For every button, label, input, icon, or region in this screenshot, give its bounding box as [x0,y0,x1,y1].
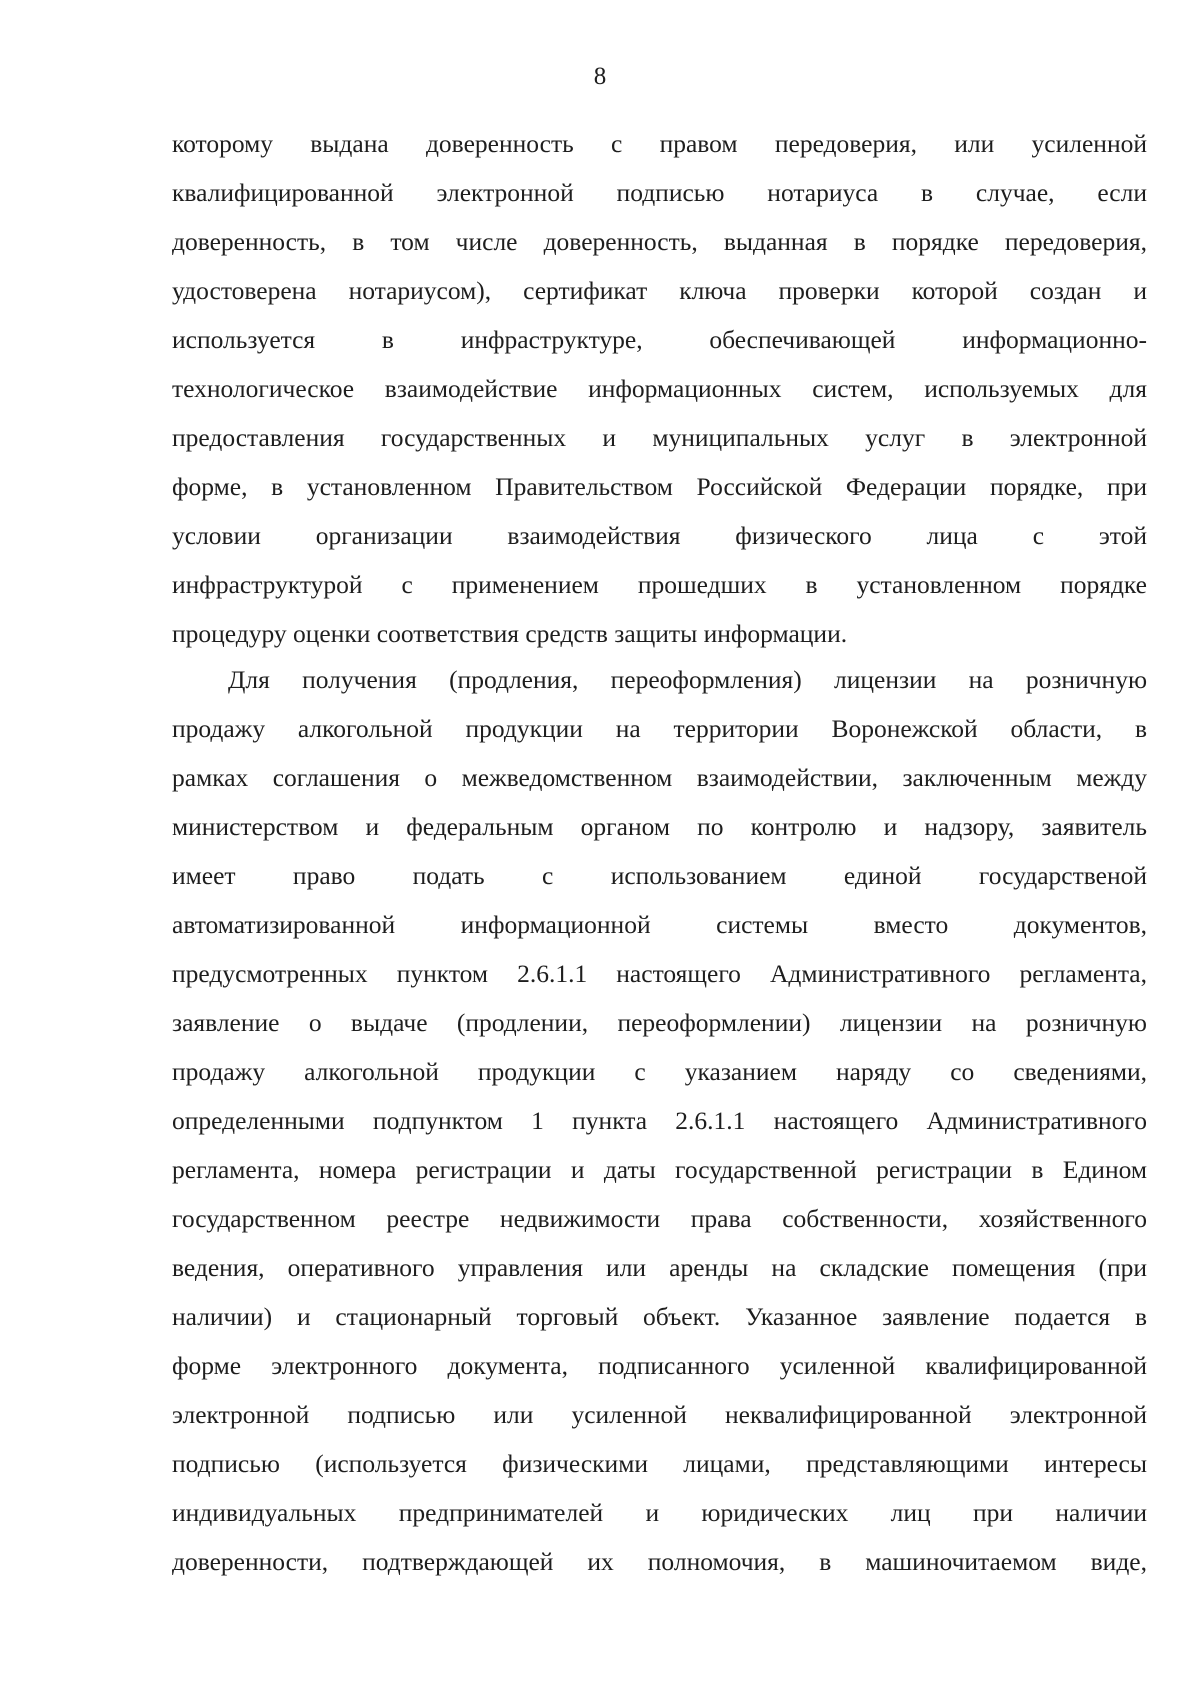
text-line: регламента, номера регистрации и даты государственной регистрации в Едином [172,1155,1147,1184]
text-line: министерством и федеральным органом по контролю и надзору, заявитель [172,812,1147,841]
paragraph-continuation [172,119,1147,658]
text-line: государственном реестре недвижимости права собственности, хозяйственного [172,1204,1147,1233]
text-line: предоставления государственных и муниципальных услуг в электронной [172,423,1147,452]
text-line: подписью (используется физическими лицами, представляющими интересы [172,1449,1147,1478]
text-line: форме, в установленном Правительством Российской Федерации порядке, при [172,472,1147,501]
text-line: наличии) и стационарный торговый объект. Указанное заявление подается в [172,1302,1147,1331]
paragraph-license-application [172,655,1147,1586]
text-line: которому выдана доверенность с правом передоверия, или усиленной [172,129,1147,158]
page-number: 8 [593,63,607,90]
text-line: ведения, оперативного управления или аренды на складские помещения (при [172,1253,1147,1282]
text-line: технологическое взаимодействие информационных систем, используемых для [172,374,1147,403]
text-line: продажу алкогольной продукции с указанием наряду со сведениями, [172,1057,1147,1086]
text-line: квалифицированной электронной подписью нотариуса в случае, если [172,178,1147,207]
text-line: используется в инфраструктуре, обеспечивающей информационно- [172,325,1147,354]
text-line: автоматизированной информационной системы вместо документов, [172,910,1147,939]
text-line: доверенности, подтверждающей их полномочия, в машиночитаемом виде, [172,1547,1147,1576]
text-line: предусмотренных пунктом 2.6.1.1 настоящего Административного регламента, [172,959,1147,988]
text-line: форме электронного документа, подписанного усиленной квалифицированной [172,1351,1147,1380]
text-line: продажу алкогольной продукции на территории Воронежской области, в [172,714,1147,743]
text-line: электронной подписью или усиленной неквалифицированной электронной [172,1400,1147,1429]
text-line: рамках соглашения о межведомственном взаимодействии, заключенным между [172,763,1147,792]
text-line: удостоверена нотариусом), сертификат ключа проверки которой создан и [172,276,1147,305]
text-line: процедуру оценки соответствия средств защиты информации. [172,619,848,648]
text-line: условии организации взаимодействия физического лица с этой [172,521,1147,550]
text-line: доверенность, в том числе доверенность, выданная в порядке передоверия, [172,227,1147,256]
text-line: Для получения (продления, переоформления) лицензии на розничную [228,665,1147,694]
text-line: индивидуальных предпринимателей и юридических лиц при наличии [172,1498,1147,1527]
text-line: инфраструктурой с применением прошедших в установленном порядке [172,570,1147,599]
text-line: заявление о выдаче (продлении, переоформлении) лицензии на розничную [172,1008,1147,1037]
text-line: определенными подпунктом 1 пункта 2.6.1.1 настоящего Административного [172,1106,1147,1135]
text-line: имеет право подать с использованием единой государственой [172,861,1147,890]
